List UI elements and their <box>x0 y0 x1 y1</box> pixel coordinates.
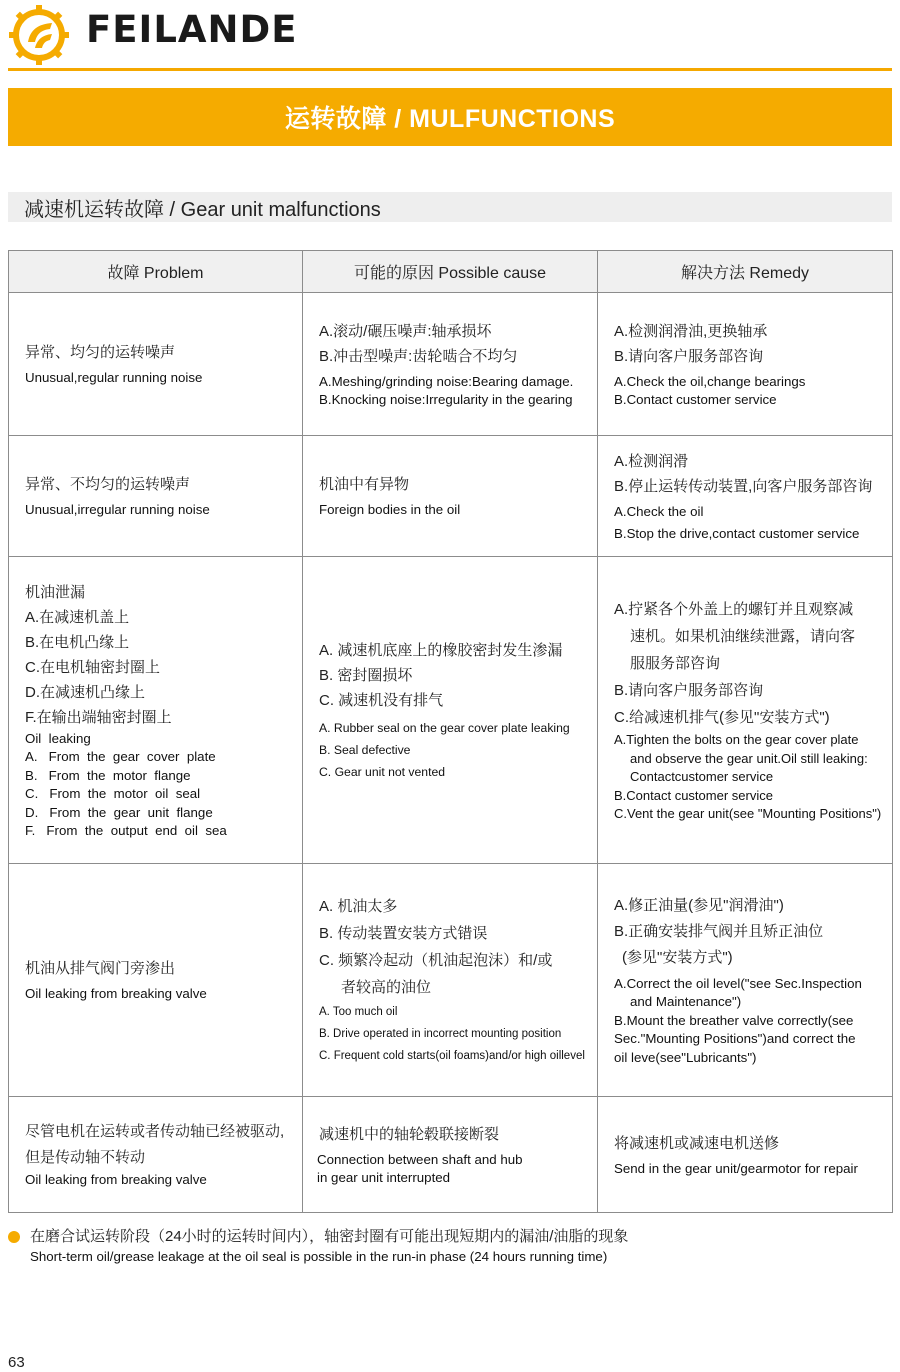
remedy-zh: B.请向客户服务部咨询 <box>614 682 764 700</box>
remedy-zh: A.拧紧各个外盖上的螺钉并且观察减 <box>614 601 854 619</box>
problem-en: B. From the motor flange <box>25 767 191 783</box>
cause-zh: C. 频繁冷起动（机油起泡沫）和/或 <box>319 952 553 969</box>
problem-en: Unusual,irregular running noise <box>25 502 210 518</box>
header-problem: 故障 Problem <box>9 251 303 293</box>
table-row <box>9 293 893 436</box>
remedy-cell <box>598 436 893 557</box>
title-banner <box>8 88 892 146</box>
problem-en: Unusual,regular running noise <box>25 370 203 386</box>
cause-zh: 减速机中的轴轮毂联接断裂 <box>319 1125 500 1143</box>
page-header <box>0 0 900 72</box>
remedy-cell <box>598 864 893 1097</box>
remedy-en: B.Contact customer service <box>614 787 773 803</box>
header-cause: 可能的原因 Possible cause <box>303 251 598 293</box>
remedy-zh: A.检测润滑油,更换轴承 <box>614 322 768 340</box>
remedy-en: and observe the gear unit.Oil still leaking: <box>630 750 868 766</box>
problem-zh: 异常、不均匀的运转噪声 <box>25 476 191 494</box>
cause-en: A. Too much oil <box>319 1006 398 1018</box>
remedy-cell <box>598 1097 893 1213</box>
problem-en: Oil leaking <box>25 730 91 746</box>
remedy-zh: (参见"安装方式") <box>622 948 733 966</box>
problem-zh: 但是传动轴不转动 <box>25 1149 146 1167</box>
remedy-en: A.Check the oil,change bearings <box>614 373 806 389</box>
problem-en: A. From the gear cover plate <box>25 749 216 764</box>
problem-en: C. From the motor oil seal <box>25 786 201 801</box>
remedy-en: A.Check the oil <box>614 504 704 519</box>
problem-zh: 机油从排气阀门旁渗出 <box>25 960 176 978</box>
problem-cell <box>9 557 303 864</box>
cause-en: C. Frequent cold starts(oil foams)and/or high oillevel <box>319 1050 585 1062</box>
remedy-en: C.Vent the gear unit(see "Mounting Positions") <box>614 806 882 822</box>
cause-zh: 机油中有异物 <box>319 476 410 494</box>
problem-zh: D.在减速机凸缘上 <box>25 683 146 701</box>
cause-en: B. Drive operated in incorrect mounting position <box>319 1028 562 1040</box>
problem-cell <box>9 1097 303 1213</box>
cause-cell <box>303 293 598 436</box>
page-number: 63 <box>8 1354 25 1371</box>
remedy-zh: 服服务部咨询 <box>630 655 721 673</box>
table-row <box>9 557 893 864</box>
cause-en: A. Rubber seal on the gear cover plate leaking <box>319 720 570 735</box>
cause-zh: B. 传动装置安装方式错误 <box>319 925 488 942</box>
cause-en: B.Knocking noise:Irregularity in the gearing <box>319 392 573 407</box>
remedy-en: Sec."Mounting Positions")and correct the <box>614 1031 856 1047</box>
cause-cell <box>303 864 598 1097</box>
cause-cell <box>303 1097 598 1213</box>
remedy-zh: B.停止运转传动装置,向客户服务部咨询 <box>614 478 873 495</box>
cause-cell <box>303 557 598 864</box>
remedy-en: and Maintenance") <box>630 994 742 1010</box>
section-heading <box>8 192 892 222</box>
cause-zh: A. 机油太多 <box>319 898 398 915</box>
feilande-gear-logo-icon <box>8 4 70 66</box>
remedy-zh: 速机。如果机油继续泄露，请向客 <box>630 628 856 646</box>
cause-en: B. Seal defective <box>319 742 411 757</box>
remedy-en: oil leve(see"Lubricants") <box>614 1049 757 1065</box>
remedy-en: Contactcustomer service <box>630 769 774 785</box>
problem-zh: A.在减速机盖上 <box>25 608 130 626</box>
cause-zh: B. 密封圈损坏 <box>319 666 413 684</box>
bullet-dot-icon <box>8 1231 20 1243</box>
cause-en: C. Gear unit not vented <box>319 764 446 779</box>
cause-zh: C. 减速机没有排气 <box>319 691 444 709</box>
brand-name: FEILANDE <box>86 8 298 51</box>
remedy-zh: A.检测润滑 <box>614 453 689 470</box>
cause-en: Foreign bodies in the oil <box>319 502 461 518</box>
remedy-zh: B.正确安装排气阀并且矫正油位 <box>614 922 824 940</box>
section-title: 减速机运转故障 / Gear unit malfunctions <box>24 198 381 221</box>
problem-en: F. From the output end oil sea <box>25 823 227 838</box>
remedy-zh: 将减速机或减速电机送修 <box>614 1134 780 1152</box>
problem-zh: 异常、均匀的运转噪声 <box>25 344 176 362</box>
problem-cell <box>9 293 303 436</box>
table-row <box>9 864 893 1097</box>
remedy-en: A.Correct the oil level("see Sec.Inspection <box>614 975 862 991</box>
problem-en: D. From the gear unit flange <box>25 804 213 820</box>
malfunctions-table <box>8 250 893 1213</box>
cause-zh: A.滚动/碾压噪声:轴承损坏 <box>319 322 492 340</box>
remedy-cell <box>598 557 893 864</box>
problem-cell <box>9 864 303 1097</box>
footnote-en: Short-term oil/grease leakage at the oil seal is possible in the run-in phase (24 hours running time) <box>30 1249 608 1264</box>
cause-en: Connection between shaft and hub <box>317 1151 523 1167</box>
table-row <box>9 436 893 557</box>
remedy-cell <box>598 293 893 436</box>
problem-zh: 机油泄漏 <box>25 583 86 601</box>
cause-zh: 者较高的油位 <box>341 979 432 996</box>
cause-en: in gear unit interrupted <box>317 1170 451 1185</box>
problem-zh: B.在电机凸缘上 <box>25 633 130 651</box>
remedy-en: Send in the gear unit/gearmotor for repair <box>614 1160 858 1176</box>
cause-zh: B.冲击型噪声:齿轮啮合不均匀 <box>319 347 518 365</box>
problem-en: Oil leaking from breaking valve <box>25 1172 207 1188</box>
cause-zh: A. 减速机底座上的橡胶密封发生渗漏 <box>319 641 563 659</box>
table-row <box>9 1097 893 1213</box>
remedy-en: A.Tighten the bolts on the gear cover plate <box>614 732 859 748</box>
header-divider <box>8 68 892 71</box>
remedy-en: B.Stop the drive,contact customer service <box>614 525 860 541</box>
cause-en: A.Meshing/grinding noise:Bearing damage. <box>319 373 574 389</box>
remedy-zh: B.请向客户服务部咨询 <box>614 347 764 365</box>
problem-zh: F.在输出端轴密封圈上 <box>25 708 172 726</box>
problem-en: Oil leaking from breaking valve <box>25 986 207 1002</box>
problem-cell <box>9 436 303 557</box>
remedy-en: B.Mount the breather valve correctly(see <box>614 1012 854 1028</box>
problem-zh: C.在电机轴密封圈上 <box>25 658 161 676</box>
remedy-zh: A.修正油量(参见"润滑油") <box>614 896 784 914</box>
table-header-row <box>9 251 893 293</box>
cause-cell <box>303 436 598 557</box>
problem-zh: 尽管电机在运转或者传动轴已经被驱动, <box>25 1123 285 1141</box>
remedy-en: B.Contact customer service <box>614 392 777 407</box>
footnote-zh: 在磨合试运转阶段（24小时的运转时间内），轴密封圈有可能出现短期内的漏油/油脂的现象 <box>30 1228 629 1245</box>
header-remedy: 解决方法 Remedy <box>598 251 893 293</box>
banner-title: 运转故障 / MULFUNCTIONS <box>284 105 616 133</box>
remedy-zh: C.给减速机排气(参见"安装方式") <box>614 709 830 727</box>
